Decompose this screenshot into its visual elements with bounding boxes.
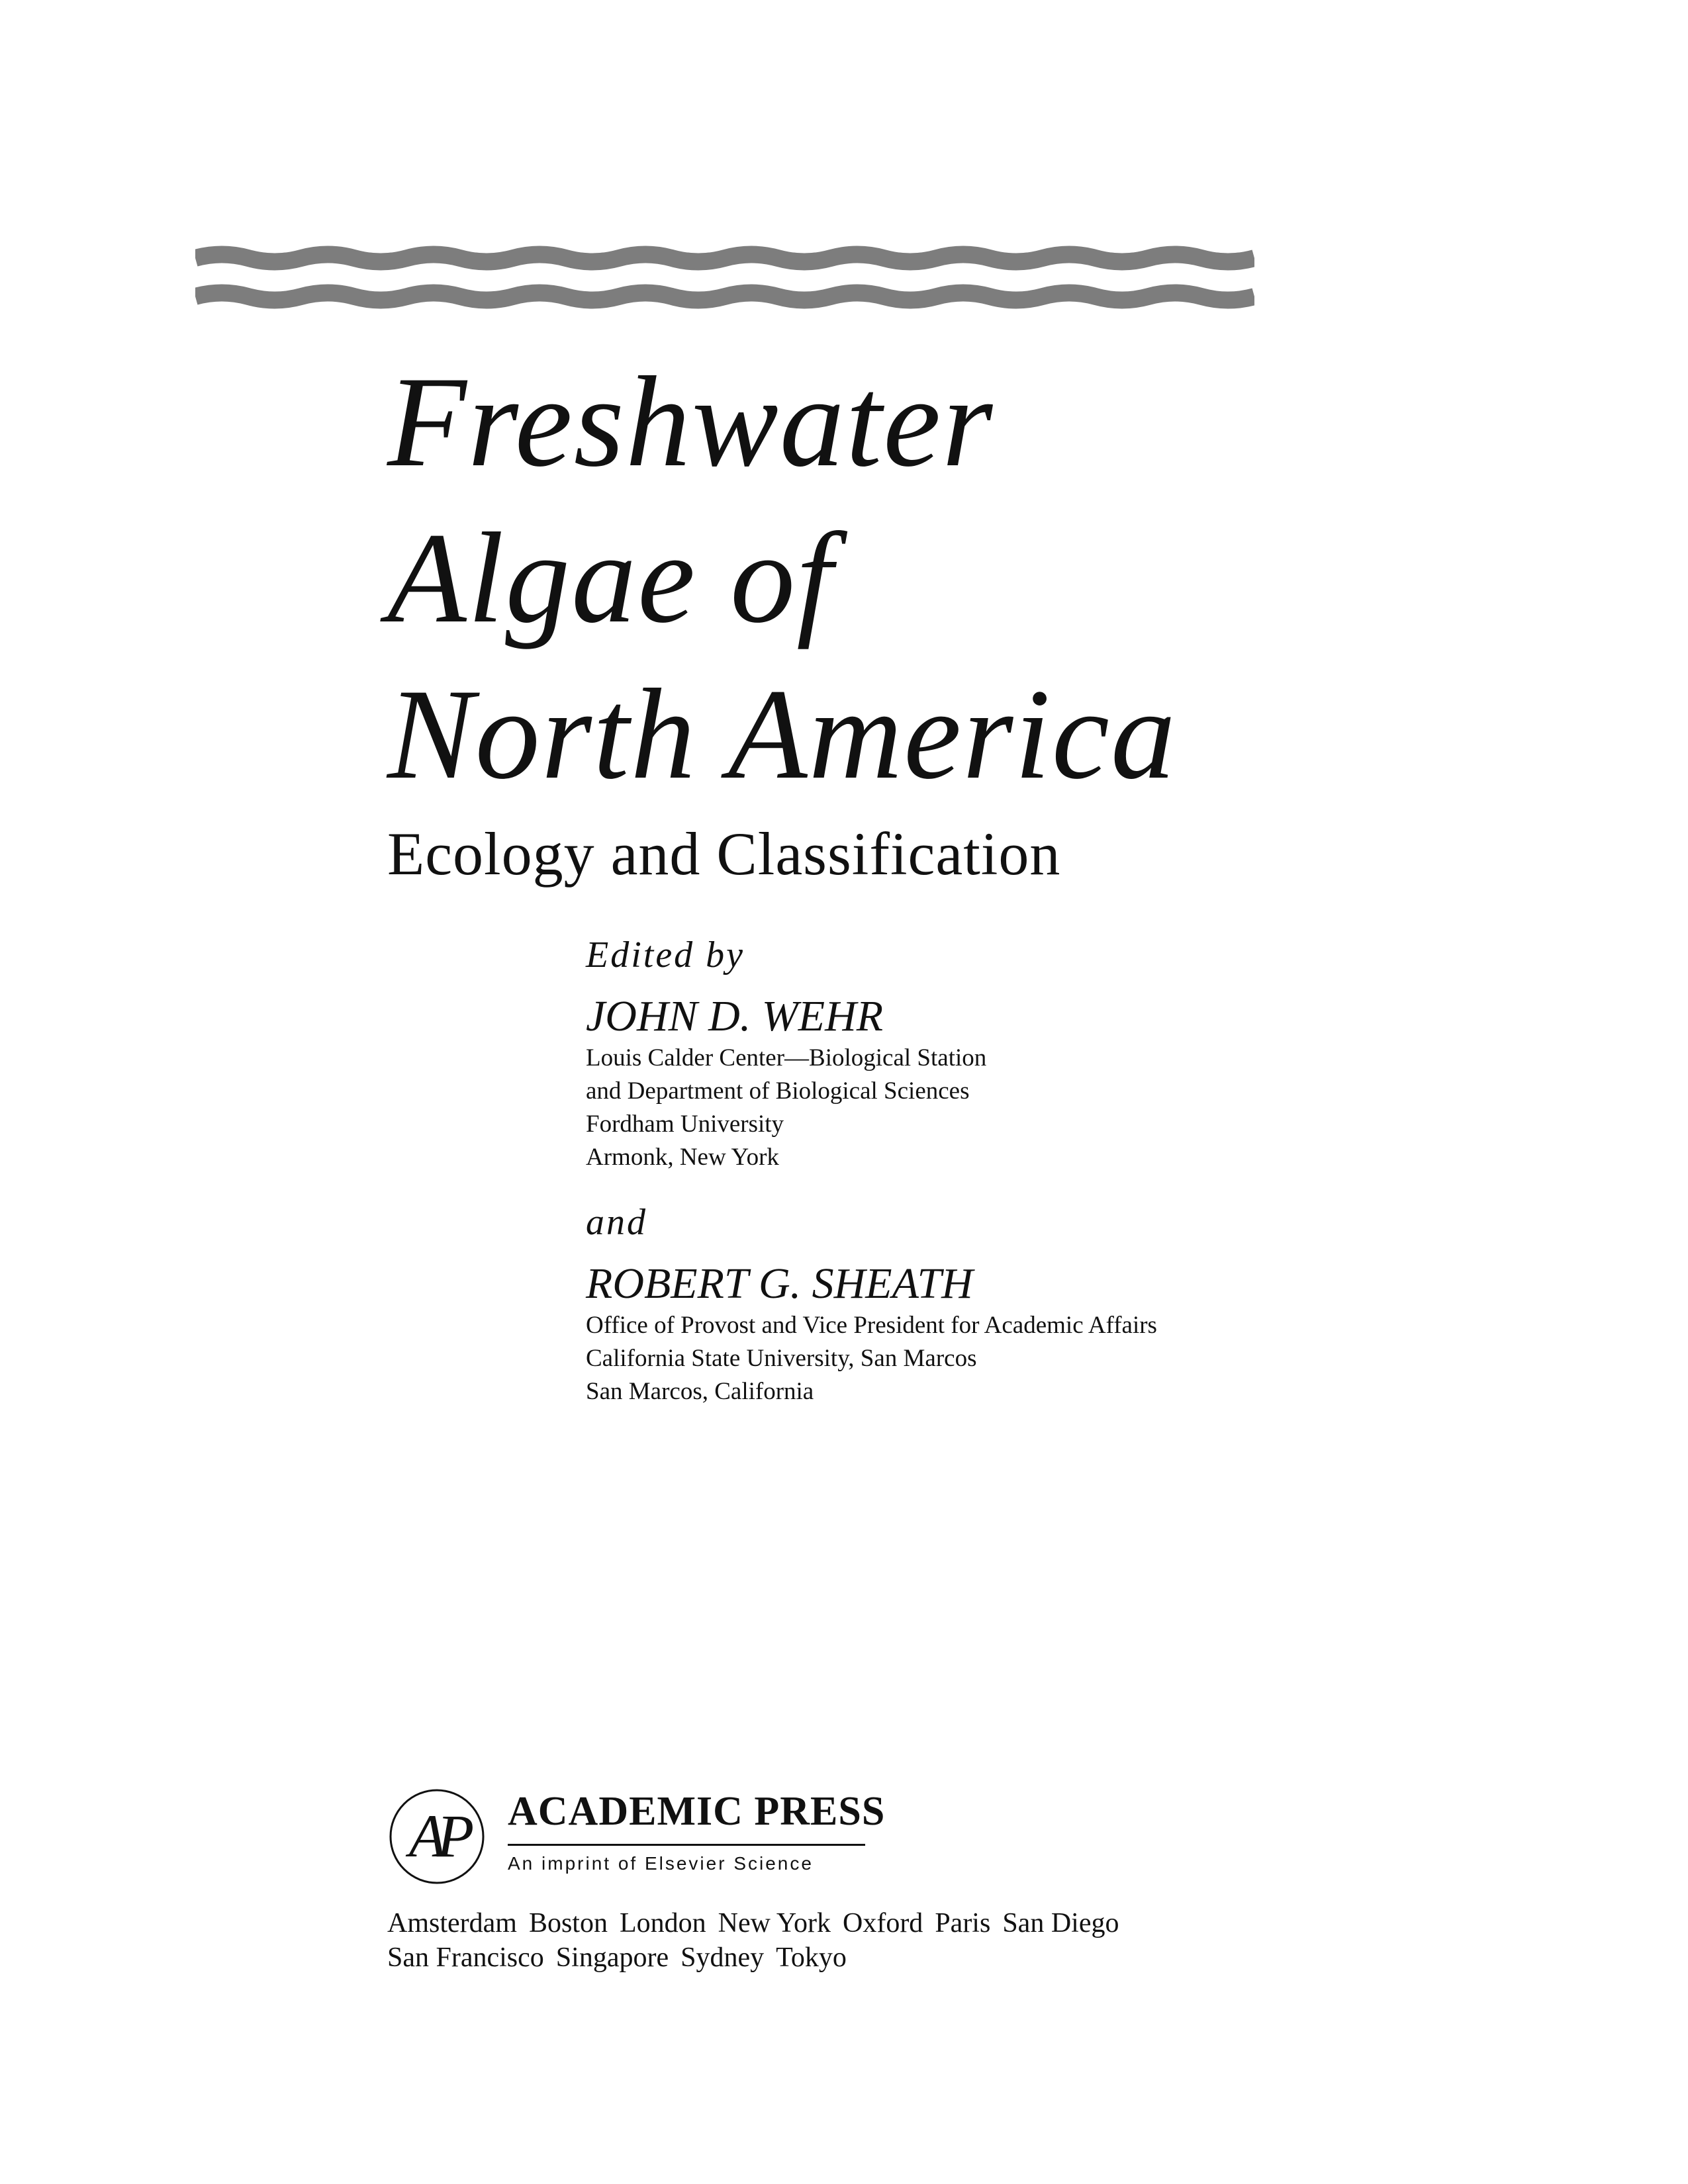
city-name: Paris: [935, 1908, 991, 1938]
publisher-block: [387, 1787, 890, 1893]
editor-1-affiliation-line: Louis Calder Center—Biological Station: [586, 1044, 987, 1071]
wave-line-top: [195, 255, 1254, 262]
city-name: New York: [718, 1908, 831, 1938]
publisher-cities: [387, 1906, 1131, 1975]
book-title: [387, 344, 1177, 813]
editor-1-affiliation-line: Fordham University: [586, 1111, 784, 1138]
city-name: London: [619, 1908, 706, 1938]
city-name: Tokyo: [776, 1942, 847, 1973]
book-title-line-2: Algae of: [387, 506, 834, 650]
publisher-rule: [508, 1844, 865, 1846]
wave-banner: [195, 238, 1254, 318]
and-connector: and: [586, 1202, 647, 1243]
book-title-line-3: North America: [387, 662, 1177, 806]
city-name: Singapore: [555, 1942, 669, 1973]
editors-block: [586, 933, 1380, 1408]
editor-2-affiliation-line: Office of Provost and Vice President for Academic Affairs: [586, 1312, 1157, 1339]
cities-line-1: [387, 1906, 1131, 1940]
book-subtitle: Ecology and Classification: [387, 820, 1061, 887]
city-name: Sydney: [680, 1942, 765, 1973]
city-name: Amsterdam: [387, 1908, 517, 1938]
academic-press-logo-icon: [387, 1787, 487, 1886]
editor-2-affiliation-line: California State University, San Marcos: [586, 1345, 977, 1372]
publisher-name: ACADEMIC PRESS: [508, 1789, 886, 1834]
city-name: Boston: [528, 1908, 608, 1938]
publisher-imprint: An imprint of Elsevier Science: [508, 1853, 814, 1874]
book-title-line-1: Freshwater: [387, 350, 994, 494]
editor-name-1: JOHN D. WEHR: [586, 992, 884, 1040]
editor-2-affiliation-line: San Marcos, California: [586, 1378, 814, 1405]
editor-name-2: ROBERT G. SHEATH: [586, 1259, 973, 1308]
editor-1-affiliation-line: Armonk, New York: [586, 1144, 779, 1171]
city-name: Oxford: [843, 1908, 923, 1938]
wave-line-bottom: [195, 293, 1254, 300]
cities-line-2: [387, 1940, 1131, 1975]
city-name: San Diego: [1002, 1908, 1119, 1938]
ap-logo-letters: AP: [408, 1802, 465, 1870]
editor-1-affiliation-line: and Department of Biological Sciences: [586, 1077, 970, 1105]
city-name: San Francisco: [387, 1942, 544, 1973]
edited-by-label: Edited by: [586, 934, 745, 976]
